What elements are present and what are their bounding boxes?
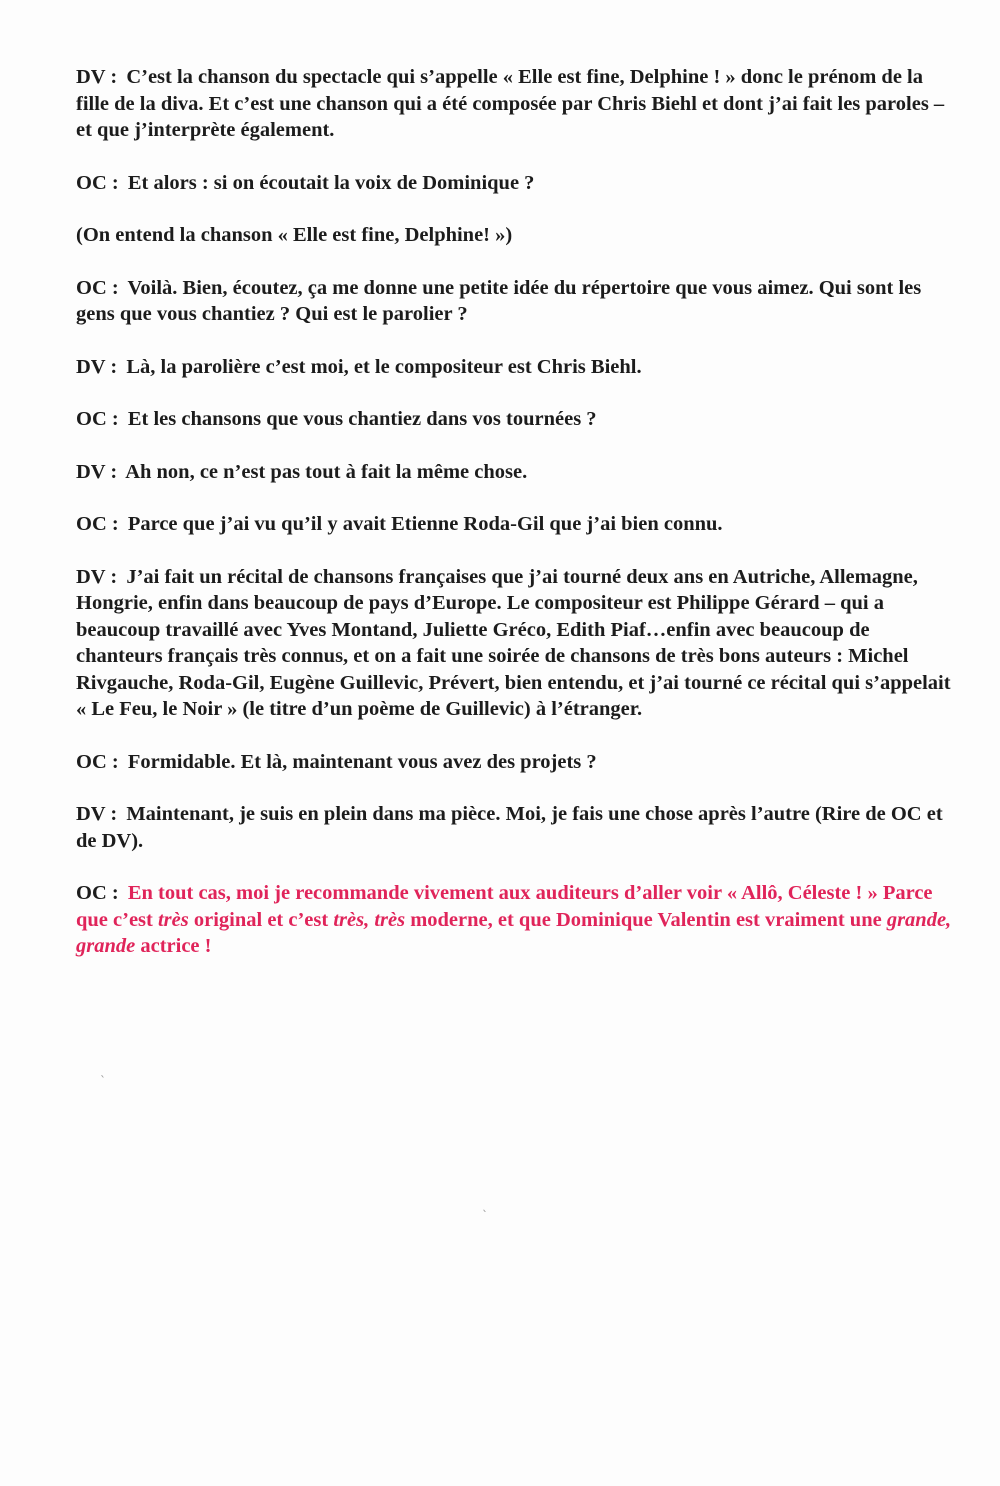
dialogue-text: Voilà. Bien, écoutez, ça me donne une petite idée du répertoire que vous aimez. Qui sont les gens que vous chantiez ? Qui est le parolier ?: [76, 276, 922, 325]
scan-speck: ˎ: [482, 1198, 488, 1212]
dialogue-text: Là, la parolière c’est moi, et le compositeur est Chris Biehl.: [126, 355, 642, 378]
dialogue-text: Ah non, ce n’est pas tout à fait la même chose.: [125, 460, 528, 483]
dialogue-line: [76, 564, 956, 723]
stage-direction: [76, 222, 956, 249]
dialogue-text: Maintenant, je suis en plein dans ma pièce. Moi, je fais une chose après l’autre (Rire de OC et de DV).: [76, 803, 943, 852]
emphasis-text: grande, grande: [76, 908, 952, 957]
scan-speck: ˋ: [100, 1074, 106, 1088]
closing-line: [76, 880, 956, 960]
dialogue-line: [76, 170, 956, 197]
speaker-label: OC :: [76, 408, 119, 430]
speaker-label: OC :: [76, 750, 119, 773]
emphasis-text: très, très: [333, 908, 406, 931]
speaker-label: OC :: [76, 513, 119, 535]
dialogue-text: J’ai fait un récital de chansons françaises que j’ai tourné deux ans en Autriche, Allemagne, Hongrie, enfin dans beaucoup de pays d’Europe. Le compositeur est Philippe Gérard – qui a beaucoup travaillé avec Yves Montand, Juliette Gréco, Edith Piaf…enfin avec beaucoup de chanteurs français très connus, et on a fait une soirée de chansons de très bons auteurs : Michel Rivgauche, Roda-Gil, Eugène Guillevic, Prévert, bien entendu, et j’ai tourné ce récital qui s’appelait « Le Feu, le Noir » (le titre d’un poème de Guillevic) à l’étranger.: [76, 565, 951, 720]
dialogue-text: Et les chansons que vous chantiez dans vos tournées ?: [127, 408, 597, 430]
speaker-label: OC :: [76, 882, 119, 904]
dialogue-text: Parce que j’ai vu qu’il y avait Etienne Roda-Gil que j’ai bien connu.: [127, 513, 723, 535]
dialogue-text: C’est la chanson du spectacle qui s’appelle « Elle est fine, Delphine ! » donc le prénom de la fille de la diva. Et c’est une chanson qui a été composée par Chris Biehl et dont j’ai fait les paroles – et que j’interprète également.: [76, 66, 945, 141]
interview-transcript: [76, 64, 956, 986]
speaker-label: DV :: [76, 803, 118, 825]
closing-text-part: actrice !: [140, 935, 212, 957]
closing-text-part: En tout cas, moi je recommande vivement aux auditeurs d’aller voir « Allô, Céleste ! » Parce que c’est: [76, 882, 933, 931]
speaker-label: DV :: [76, 565, 118, 588]
speaker-label: DV :: [76, 355, 118, 378]
speaker-label: DV :: [76, 460, 118, 483]
dialogue-line: [76, 275, 956, 328]
dialogue-line: [76, 406, 956, 433]
dialogue-line: [76, 749, 956, 776]
dialogue-line: [76, 64, 956, 144]
closing-text-part: original et c’est: [193, 908, 329, 931]
dialogue-text: Et alors : si on écoutait la voix de Dominique ?: [127, 171, 535, 194]
dialogue-line: [76, 511, 956, 538]
dialogue-line: [76, 459, 956, 486]
dialogue-line: [76, 354, 956, 381]
stage-direction-text: (On entend la chanson « Elle est fine, Delphine! »): [76, 224, 513, 246]
dialogue-line: [76, 801, 956, 854]
speaker-label: OC :: [76, 276, 119, 299]
closing-text-part: moderne, et que Dominique Valentin est vraiment une: [410, 908, 882, 931]
dialogue-text: Formidable. Et là, maintenant vous avez des projets ?: [127, 750, 597, 773]
closing-text: [76, 882, 951, 957]
speaker-label: DV :: [76, 66, 118, 88]
speaker-label: OC :: [76, 171, 119, 194]
emphasis-text: très: [157, 908, 189, 931]
